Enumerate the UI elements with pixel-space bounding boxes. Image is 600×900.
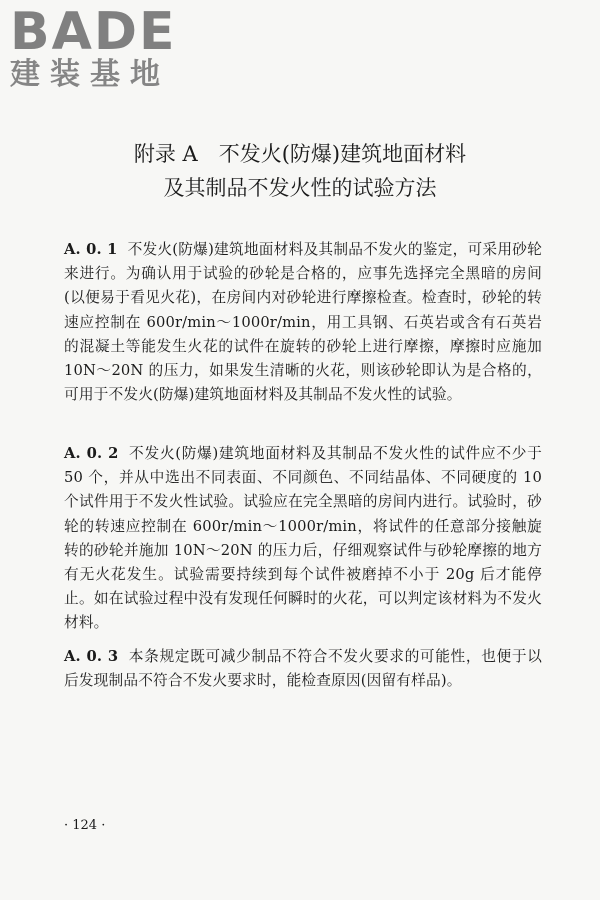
section-number: A. 0. 3 xyxy=(64,648,119,665)
section-text: 本条规定既可减少制品不符合不发火要求的可能性，也便于以后发现制品不符合不发火要求时，能检查原因(因留有样品)。 xyxy=(64,648,542,690)
section-a03 xyxy=(64,645,542,693)
section-number: A. 0. 1 xyxy=(64,241,118,258)
logo-word: BADE xyxy=(10,2,177,62)
appendix-title: 附录 A 不发火(防爆)建筑地面材料 xyxy=(133,142,467,166)
logo-subtitle: 建装基地 xyxy=(10,57,170,92)
site-logo xyxy=(10,2,177,92)
section-a01 xyxy=(64,238,542,407)
section-text: 不发火(防爆)建筑地面材料及其制品不发火的鉴定，可采用砂轮来进行。为确认用于试验的砂轮是合格的，应事先选择完全黑暗的房间(以便易于看见火花)，在房间内对砂轮进行摩擦检查。检查时，砂轮的转速应控制在 600r/min～1000r/min，用工具钢、石英岩或含有石英岩的混凝土等能发生火花的试件在旋转的砂轮上进行摩擦，摩擦时应施加 10N～20N 的压力，如果发生清晰的火花，则该砂轮即认为是合格的，可用于不发火(防爆)建筑地面材料及其制品不发火性的试验。 xyxy=(64,241,543,404)
section-a02 xyxy=(64,442,542,636)
appendix-subtitle: 及其制品不发火性的试验方法 xyxy=(163,176,437,200)
section-number: A. 0. 2 xyxy=(64,445,119,462)
page-number: · 124 · xyxy=(64,818,106,833)
section-text: 不发火(防爆)建筑地面材料及其制品不发火性的试件应不少于 50 个，并从中选出不同表面、不同颜色、不同结晶体、不同硬度的 10 个试件用于不发火性试验。试验应在完全黑暗的房间内进行。试验时，砂轮的转速应控制在 600r/min～1000r/min，将试件的任意部分接触旋转的砂轮并施加 10N～20N 的压力后，仔细观察试件与砂轮摩擦的地方有无火花发生。试验需要持续到每个试件被磨掉不小于 20g 后才能停止。如在试验过程中没有发现任何瞬时的火花，可以判定该材料为不发火材料。 xyxy=(64,445,542,632)
